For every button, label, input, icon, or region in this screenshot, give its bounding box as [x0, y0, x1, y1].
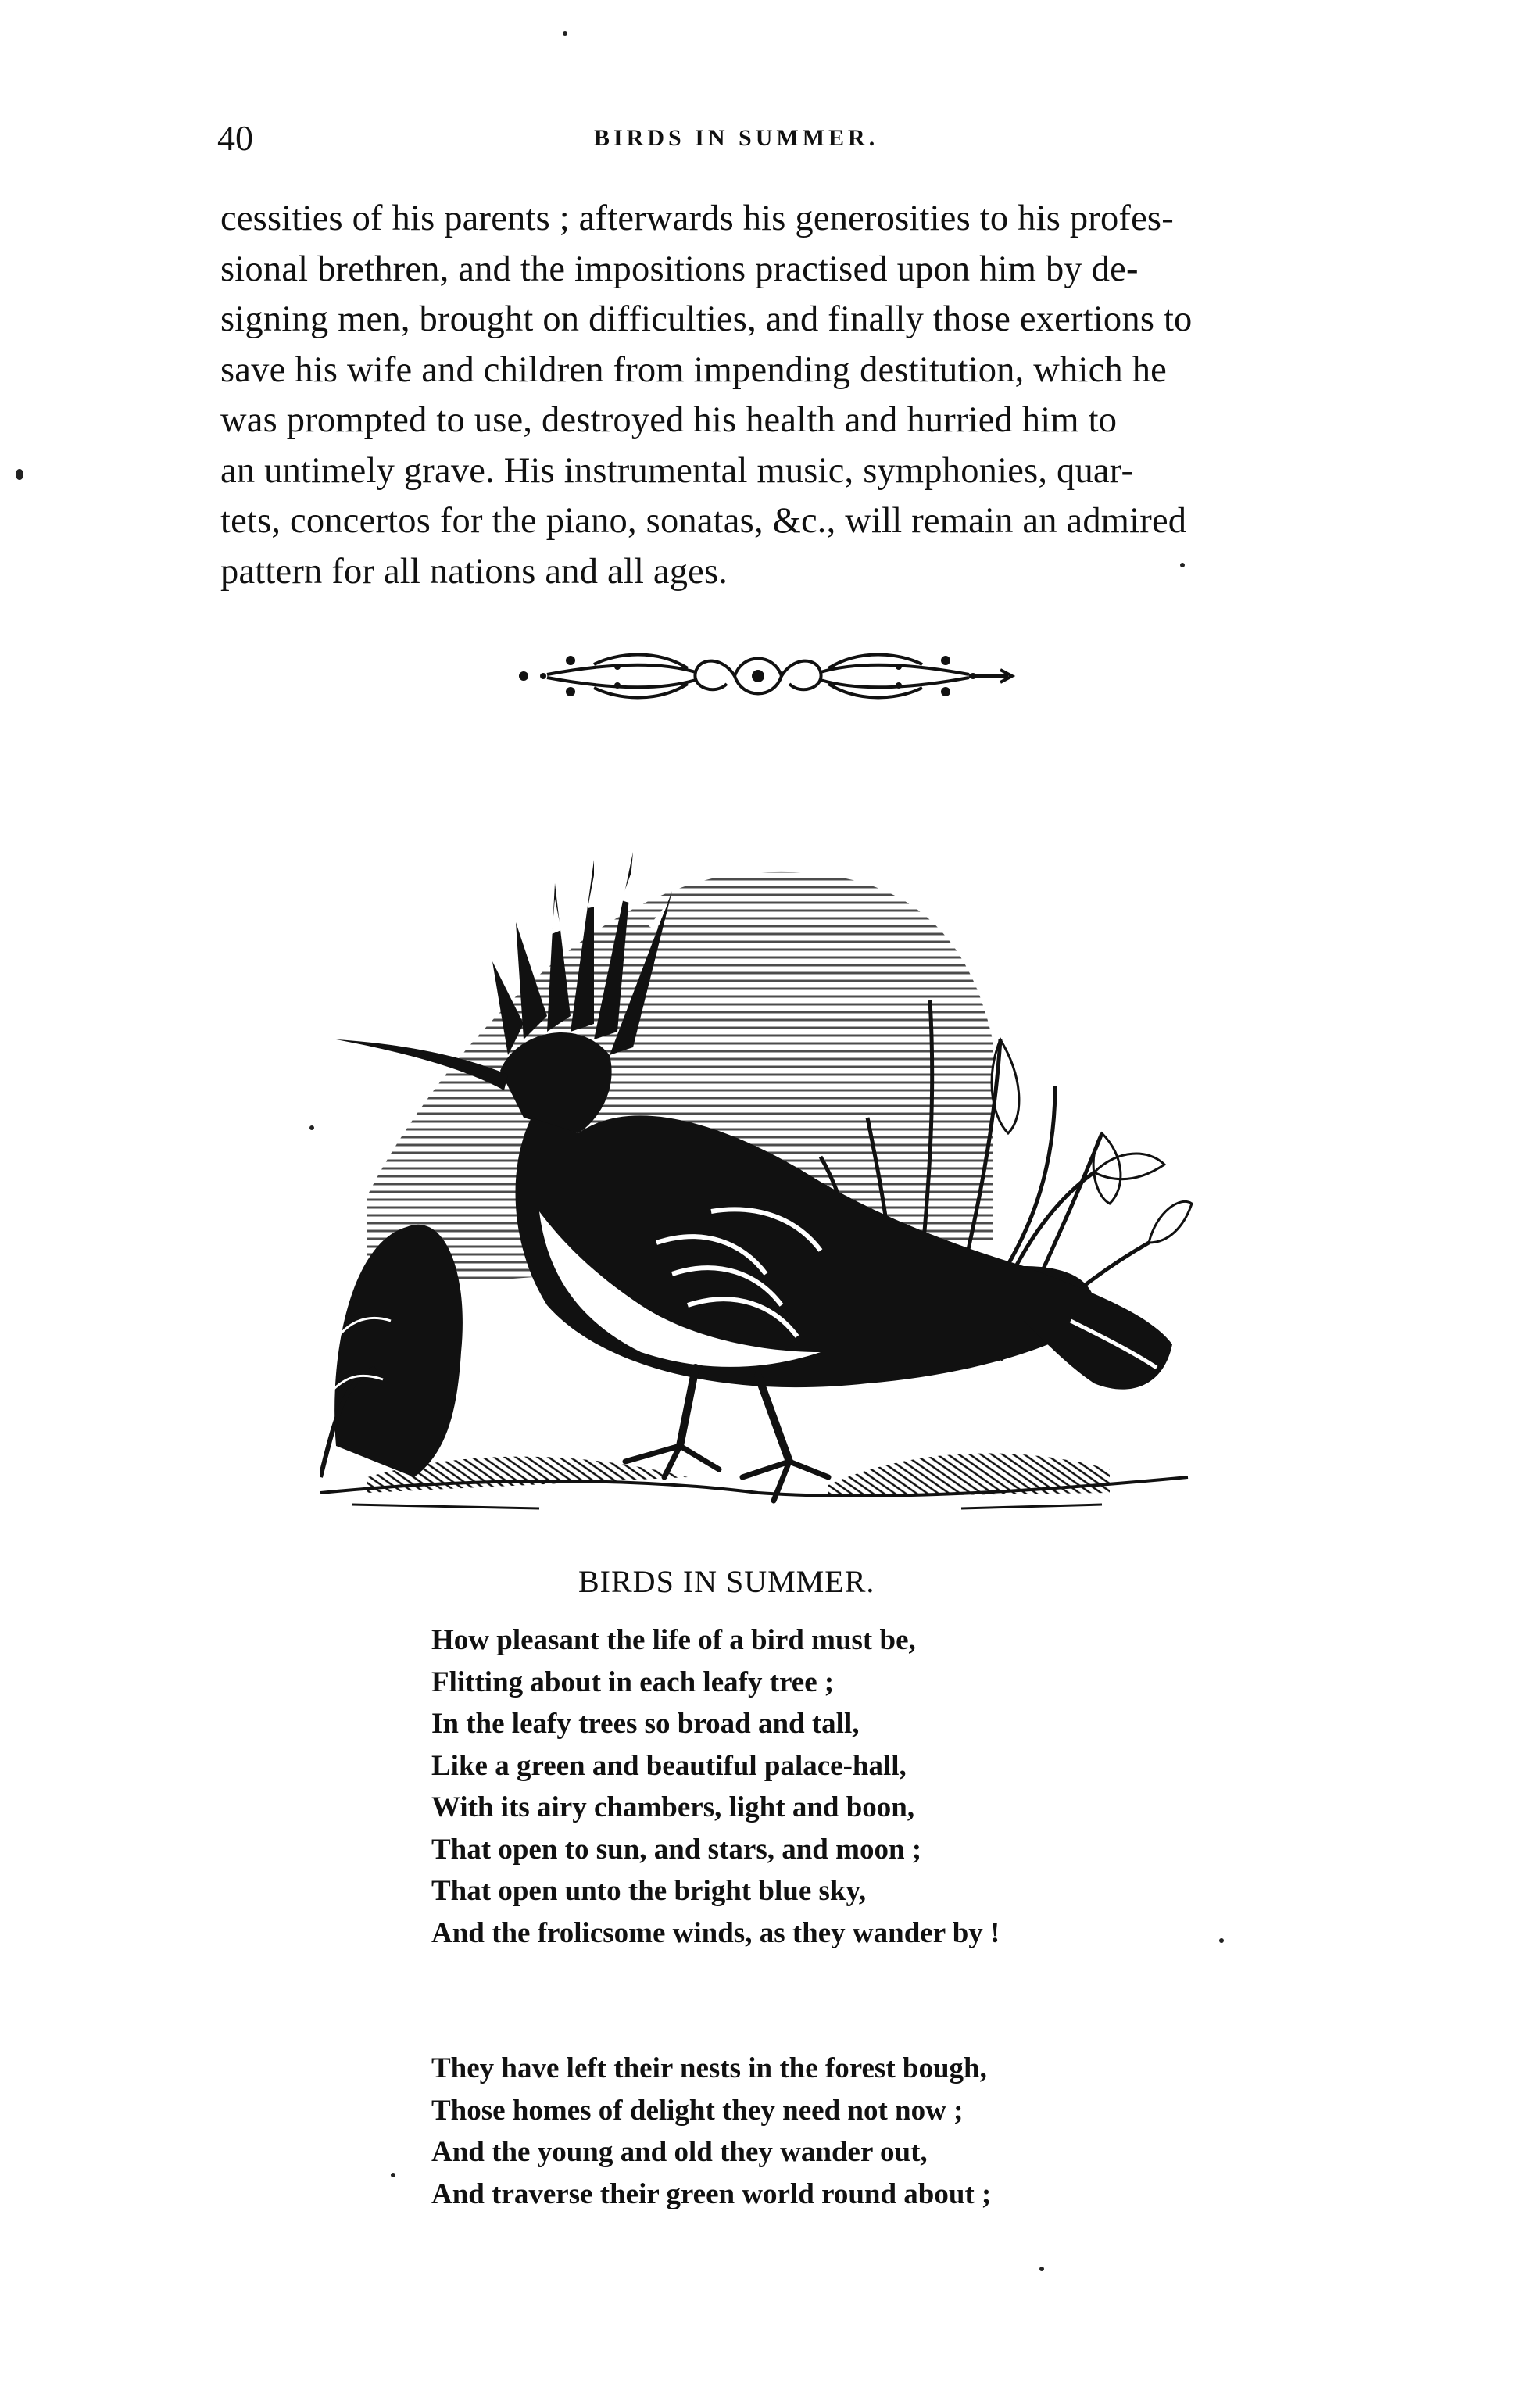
- poem-line: And traverse their green world round about ;: [431, 2177, 992, 2210]
- print-speck: [1219, 1938, 1224, 1943]
- poem-line: In the leafy trees so broad and tall,: [431, 1708, 860, 1740]
- poem-line: And the frolicsome winds, as they wander by !: [431, 1916, 1000, 1949]
- print-speck: [309, 1125, 314, 1130]
- poem-line: How pleasant the life of a bird must be,: [431, 1624, 916, 1656]
- poem-line: They have left their nests in the forest bough,: [431, 2052, 987, 2084]
- poem-line: That open unto the bright blue sky,: [431, 1875, 867, 1907]
- prose-line: sional brethren, and the impositions practised upon him by de-: [220, 249, 1139, 289]
- print-speck: [391, 2173, 395, 2177]
- print-speck: [16, 469, 23, 480]
- poem-title: BIRDS IN SUMMER.: [578, 1564, 875, 1599]
- poem-line: That open to sun, and stars, and moon ;: [431, 1833, 922, 1866]
- prose-line: cessities of his parents ; afterwards his generosities to his profes-: [220, 199, 1174, 238]
- prose-line: save his wife and children from impending destitution, which he: [220, 349, 1167, 390]
- prose-line: pattern for all nations and all ages.: [220, 551, 728, 592]
- print-speck: [563, 31, 567, 36]
- prose-line: tets, concertos for the piano, sonatas, &c., will remain an admired: [220, 501, 1187, 541]
- poem-line: And the young and old they wander out,: [431, 2136, 928, 2168]
- scroll-ornament-icon: [500, 637, 1016, 715]
- poem-stanza: [431, 2048, 991, 2215]
- prose-line: an untimely grave. His instrumental music, symphonies, quar-: [220, 450, 1134, 491]
- prose-line: signing men, brought on difficulties, and finally those exertions to: [220, 299, 1193, 339]
- poem-stanza: [431, 1619, 1000, 1954]
- print-speck: [1039, 2267, 1044, 2271]
- prose-paragraph: [220, 194, 1283, 597]
- print-speck: [1180, 563, 1185, 567]
- poem-line: Like a green and beautiful palace-hall,: [431, 1749, 907, 1782]
- poem-line: Those homes of delight they need not now ;: [431, 2094, 964, 2127]
- poem-line: With its airy chambers, light and boon,: [431, 1791, 915, 1823]
- hoopoe-bird-engraving-icon: [320, 805, 1196, 1524]
- running-head: BIRDS IN SUMMER.: [594, 125, 879, 151]
- page-number: 40: [217, 118, 253, 158]
- poem-line: Flitting about in each leafy tree ;: [431, 1666, 835, 1698]
- prose-line: was prompted to use, destroyed his health and hurried him to: [220, 400, 1118, 440]
